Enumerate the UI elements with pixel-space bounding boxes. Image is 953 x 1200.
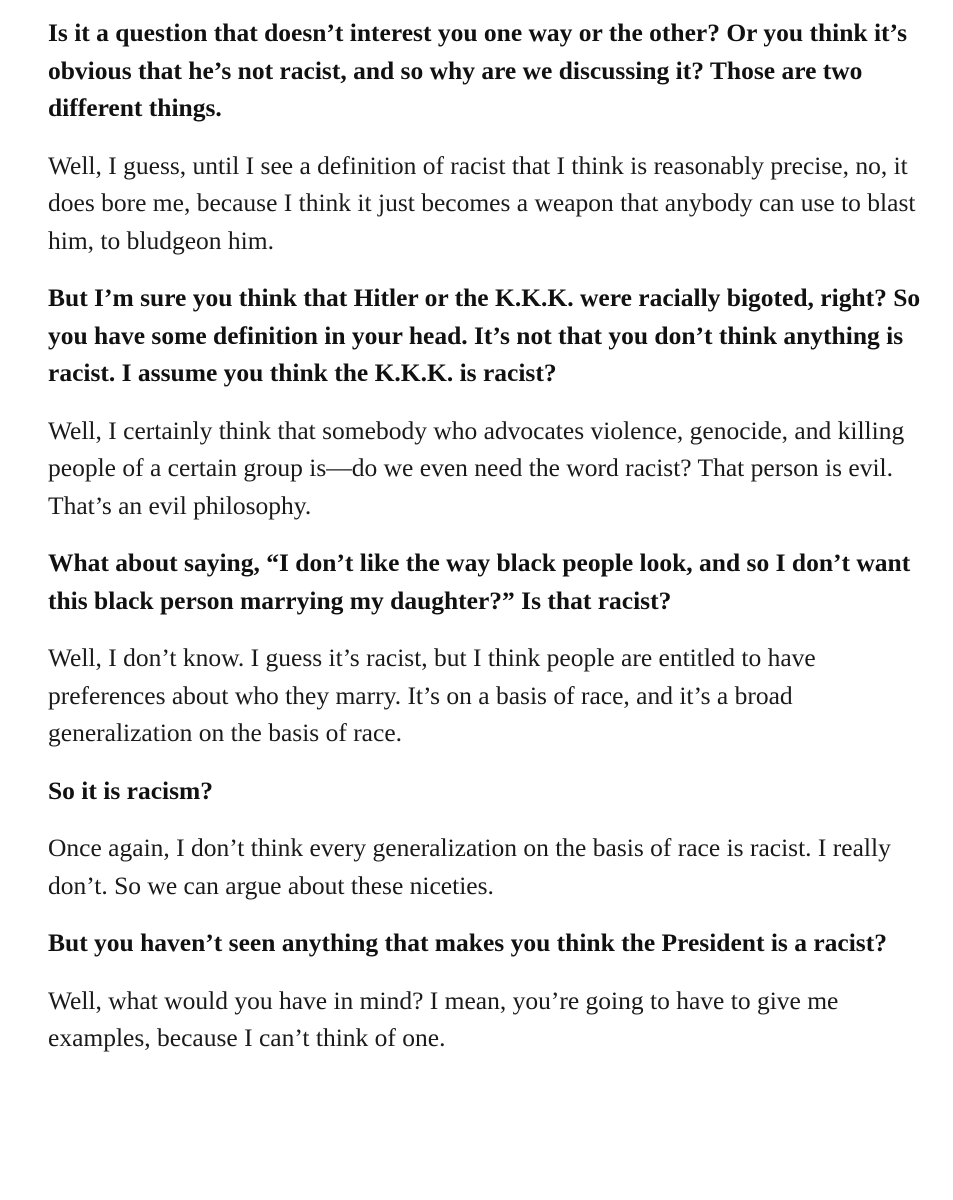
answer-paragraph: Well, I certainly think that somebody who advocates violence, genocide, and killing people of a certain group is—do we even need the word racist? That person is evil. That’s an evil philosophy. <box>48 415 905 520</box>
interview-article <box>48 14 928 1077</box>
answer-paragraph: Once again, I don’t think every generalization on the basis of race is racist. I really don’t. So we can argue about these niceties. <box>48 833 891 900</box>
answer-paragraph: Well, I guess, until I see a definition of racist that I think is reasonably precise, no, it does bore me, because I think it just becomes a weapon that anybody can use to blast him, to bludgeon him. <box>48 150 916 255</box>
question-paragraph: So it is racism? <box>48 775 214 805</box>
question-paragraph: But I’m sure you think that Hitler or the K.K.K. were racially bigoted, right? So you have some definition in your head. It’s not that you don’t think anything is racist. I assume you think the K.K.K. is racist? <box>48 283 921 387</box>
question-paragraph: What about saying, “I don’t like the way black people look, and so I don’t want this black person marrying my daughter?” Is that racist? <box>48 548 911 615</box>
question-paragraph: But you haven’t seen anything that makes you think the President is a racist? <box>48 928 887 957</box>
answer-paragraph: Well, I don’t know. I guess it’s racist, but I think people are entitled to have preferences about who they marry. It’s on a basis of race, and it’s a broad generalization on the basis of race. <box>48 643 816 747</box>
answer-paragraph: Well, what would you have in mind? I mean, you’re going to have to give me examples, because I can’t think of one. <box>48 985 839 1052</box>
question-paragraph: Is it a question that doesn’t interest you one way or the other? Or you think it’s obvious that he’s not racist, and so why are we discussing it? Those are two different things. <box>48 18 908 122</box>
